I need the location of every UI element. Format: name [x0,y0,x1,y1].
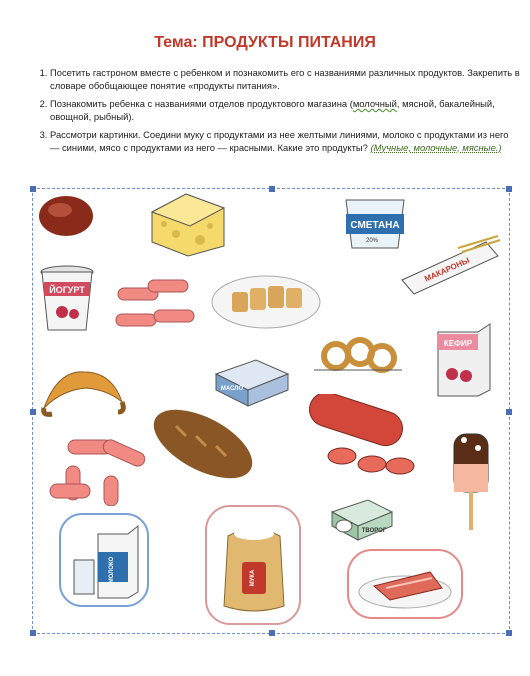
cheese-picture [148,190,230,260]
tvorog-label: ТВОРОГ [361,528,387,534]
task-item-1 [50,66,520,92]
task-text: Рассмотри картинки. Соедини муку с продуктами из нее желтыми линиями, молоко с продуктами из него — синими, мясо с продуктами из него — красными. Какие это продукты? [50,129,509,153]
task-text: Посетить гастроном вместе с ребенком и познакомить его с названиями различных продуктов. Закрепить в словаре обобщающее понятие «продукты питания». [50,67,520,91]
macaroni-pack-picture [398,234,502,300]
tvorog-picture [328,496,396,544]
resize-handle[interactable] [30,630,36,636]
cookies-plate-picture [210,270,322,330]
task-item-3 [50,128,520,154]
task-list [34,66,520,159]
sausages-link-picture [48,436,148,506]
resize-handle[interactable] [506,186,512,192]
task-answer: (Мучные, молочные, мясные.) [370,142,502,153]
bread-roll-picture [36,192,96,238]
spellcheck-word: молочный [352,98,397,109]
smetana-label: СМЕТАНА [350,220,400,231]
resize-handle[interactable] [269,186,275,192]
macaroni-label: МАКАРОНЫ [423,255,471,284]
page-title: Тема: ПРОДУКТЫ ПИТАНИЯ [154,34,376,51]
yogurt-label: ЙОГУРТ [49,285,85,295]
task-text: , мясной, бакалейный, овощной, рыбный). [50,98,495,122]
task-text: Познакомить ребенка с названиями отделов продуктового магазина ( [50,98,353,109]
sausages-picture [112,276,198,342]
flour-label: МУКА [250,569,256,587]
kefir-carton-picture [432,320,496,398]
resize-handle[interactable] [30,409,36,415]
meat-picture [346,548,464,620]
bagels-picture [310,334,406,382]
resize-handle[interactable] [506,409,512,415]
salami-picture [300,394,420,482]
smetana-percent: 20% [366,238,379,244]
yogurt-cup-picture [38,264,96,334]
resize-handle[interactable] [506,630,512,636]
resize-handle[interactable] [269,630,275,636]
kefir-label: КЕФИР [443,339,473,348]
milk-picture [58,512,150,608]
loaf-picture [146,402,260,486]
croissant-picture [38,364,128,422]
ice-cream-picture [446,428,496,534]
milk-label: МОЛОКО [109,556,115,584]
flour-picture [204,504,302,626]
butter-label: МАСЛО [220,386,244,392]
task-item-2 [50,97,520,123]
